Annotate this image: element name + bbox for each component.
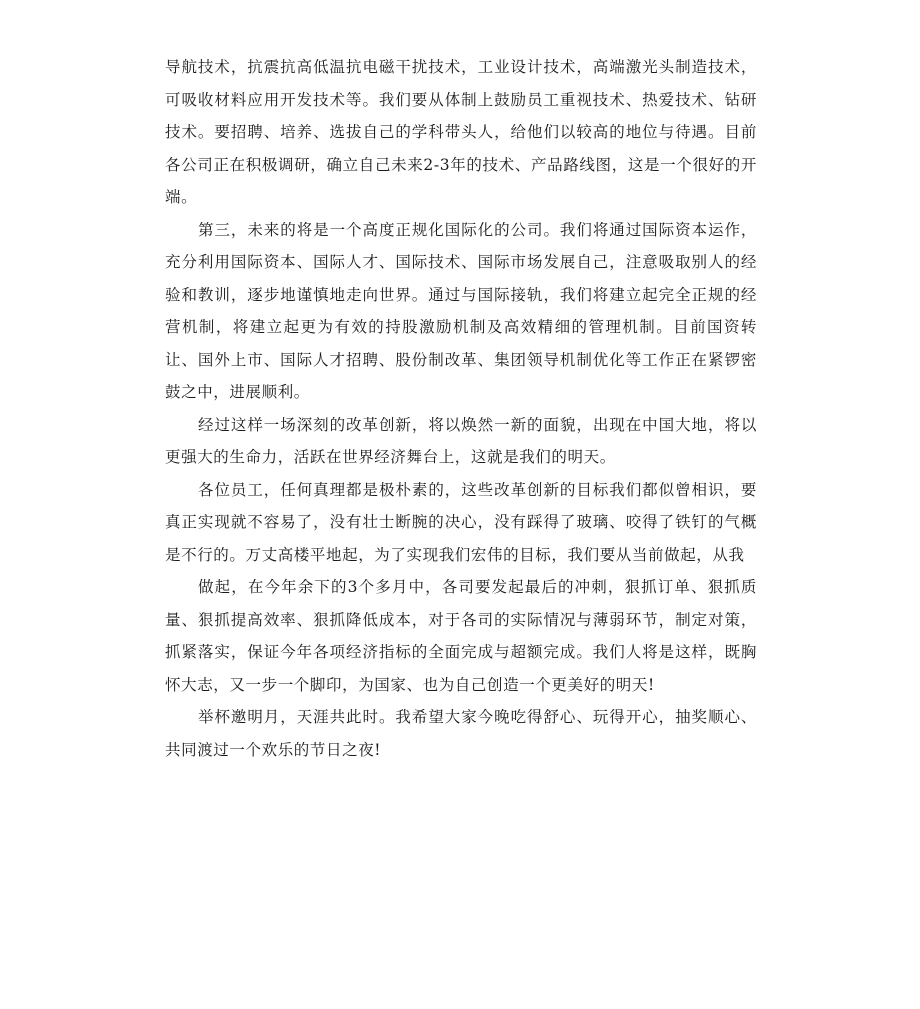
paragraph-tech-continued: 导航技术，抗震抗高低温抗电磁干扰技术，工业设计技术，高端激光头制造技术，可吸收材料应用开发技术等。我们要从体制上鼓励员工重视技术、热爱技术、钻研技术。要招聘、培养、选拔自己的学科带头人，给他们以较高的地位与待遇。目前各公司正在积极调研，确立自己未来2-3年的技术、产品路线图，这是一个很好的开端。: [165, 58, 757, 206]
paragraph-employees: 各位员工，任何真理都是极朴素的，这些改革创新的目标我们都似曾相识，要真正实现就不容易了，没有壮士断腕的决心，没有踩得了玻璃、咬得了铁钉的气概是不行的。万丈高楼平地起，为了实现我们宏伟的目标，我们要从当前做起，从我: [165, 480, 757, 564]
paragraph-internationalization: 第三，未来的将是一个高度正规化国际化的公司。我们将通过国际资本运作，充分利用国际资本、国际人才、国际技术、国际市场发展自己，注意吸取别人的经验和教训，逐步地谨慎地走向世界。通过与国际接轨，我们将建立起完全正规的经营机制，将建立起更为有效的持股激励机制及高效精细的管理机制。目前国资转让、国外上市、国际人才招聘、股份制改革、集团领导机制优化等工作正在紧锣密鼓之中，进展顺利。: [165, 220, 757, 401]
document-body: [165, 51, 757, 766]
paragraph-tomorrow: 经过这样一场深刻的改革创新，将以焕然一新的面貌，出现在中国大地，将以更强大的生命力，活跃在世界经济舞台上，这就是我们的明天。: [165, 415, 757, 466]
paragraph-final-sprint: 做起，在今年余下的3个多月中，各司要发起最后的冲刺，狠抓订单、狠抓质量、狠抓提高效率、狠抓降低成本，对于各司的实际情况与薄弱环节，制定对策，抓紧落实，保证今年各项经济指标的全面完成与超额完成。我们人将是这样，既胸怀大志，又一步一个脚印，为国家、也为自己创造一个更美好的明天!: [165, 578, 757, 694]
paragraph-toast: 举杯邀明月，天涯共此时。我希望大家今晚吃得舒心、玩得开心，抽奖顺心、共同渡过一个欢乐的节日之夜!: [165, 708, 757, 759]
